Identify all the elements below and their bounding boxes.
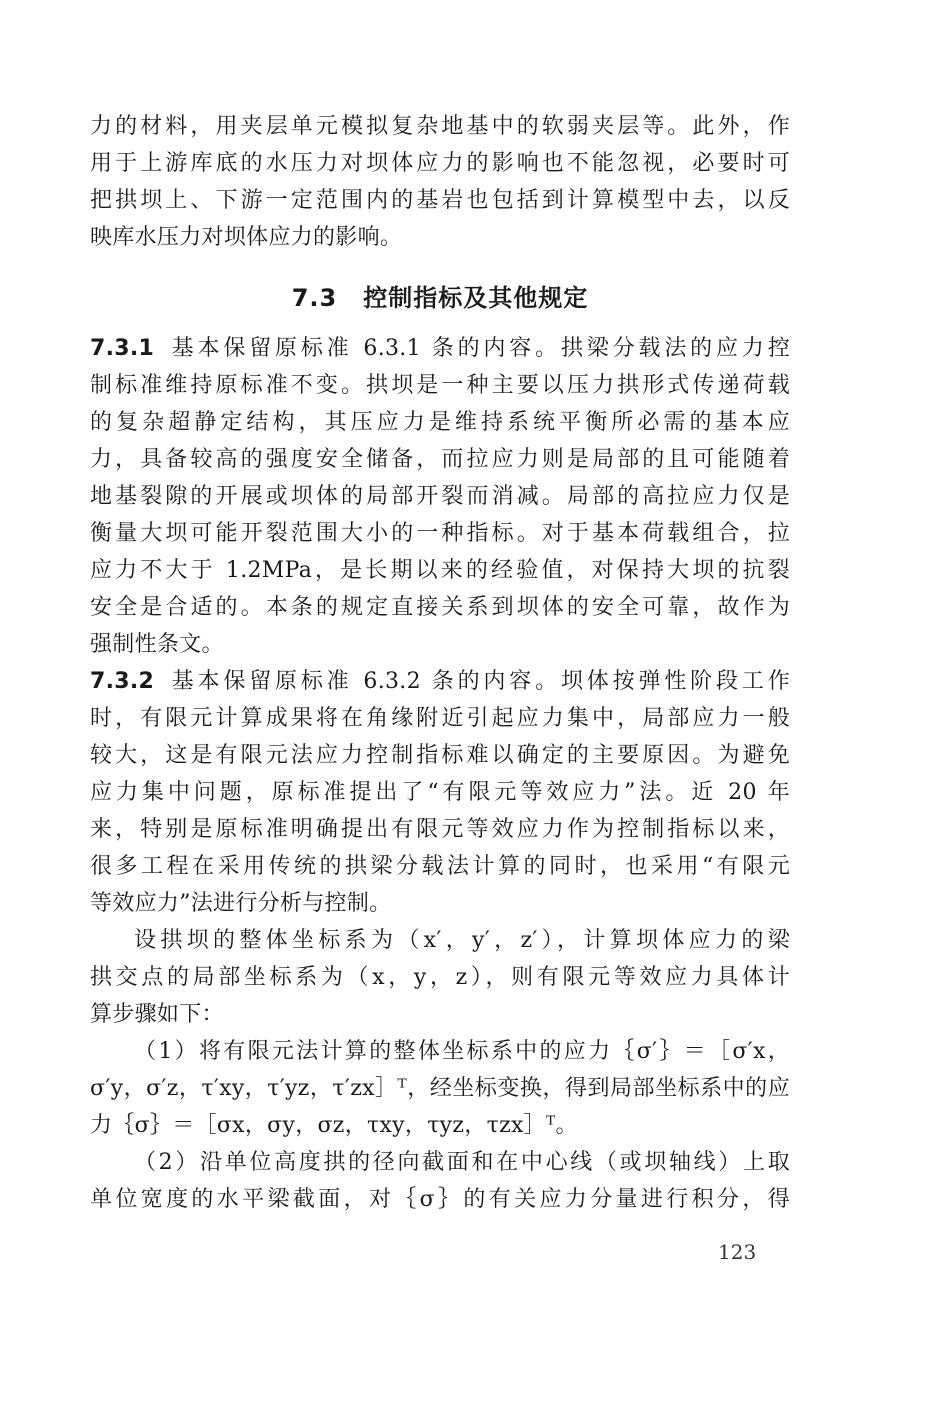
- text-line: 地基裂隙的开展或坝体的局部开裂而消减。局部的高拉应力仅是: [90, 484, 790, 509]
- clause-first-line: 基本保留原标准 6.3.1 条的内容。拱梁分载法的应力控: [168, 336, 790, 361]
- step-2-paragraph: [90, 1144, 790, 1218]
- clause-7-3-2: [90, 663, 790, 922]
- text-line: 算步骤如下：: [90, 1002, 224, 1027]
- coordinate-paragraph: [90, 922, 790, 1033]
- clause-first-line: 基本保留原标准 6.3.2 条的内容。坝体按弹性阶段工作: [168, 669, 790, 694]
- text-line: 的复杂超静定结构，其压应力是维持系统平衡所必需的基本应: [90, 410, 790, 435]
- text-line: （2）沿单位高度拱的径向截面和在中心线（或坝轴线）上取: [134, 1150, 790, 1175]
- clause-number: 7.3.2: [90, 669, 155, 694]
- text-line: 时，有限元计算成果将在角缘附近引起应力集中，局部应力一般: [90, 706, 790, 731]
- text-line: 很多工程在采用传统的拱梁分载法计算的同时，也采用“有限元: [90, 854, 790, 879]
- intro-paragraph: [90, 108, 790, 256]
- text-line: 衡量大坝可能开裂范围大小的一种指标。对于基本荷载组合，拉: [90, 521, 790, 546]
- text-line: 强制性条文。: [90, 632, 224, 657]
- section-title: 控制指标及其他规定: [363, 284, 589, 312]
- text-line: 拱交点的局部坐标系为（x，y，z），则有限元等效应力具体计: [90, 965, 790, 990]
- text-line: 单位宽度的水平梁截面，对｛σ｝的有关应力分量进行积分，得: [90, 1187, 790, 1212]
- text-line: 较大，这是有限元法应力控制指标难以确定的主要原因。为避免: [90, 743, 790, 768]
- text-line: 等效应力”法进行分析与控制。: [90, 891, 392, 916]
- text-line: （1）将有限元法计算的整体坐标系中的应力｛σ′｝＝［σ′x，: [134, 1039, 790, 1064]
- text-line: 力的材料，用夹层单元模拟复杂地基中的软弱夹层等。此外，作: [90, 114, 790, 139]
- text-line: 制标准维持原标准不变。拱坝是一种主要以压力拱形式传递荷载: [90, 373, 790, 398]
- text-line: 力，具备较高的强度安全储备，而拉应力则是局部的且可能随着: [90, 447, 790, 472]
- text-line: 应力不大于 1.2MPa，是长期以来的经验值，对保持大坝的抗裂: [90, 558, 790, 583]
- text-line: 安全是合适的。本条的规定直接关系到坝体的安全可靠，故作为: [90, 595, 790, 620]
- clause-7-3-1: [90, 330, 790, 663]
- text-line: 来，特别是原标准明确提出有限元等效应力作为控制指标以来，: [90, 817, 790, 842]
- text-line: [90, 663, 790, 700]
- clause-number: 7.3.1: [90, 336, 155, 361]
- text-line: 映库水压力对坝体应力的影响。: [90, 225, 403, 250]
- text-line: 设拱坝的整体坐标系为（x′，y′，z′），计算坝体应力的梁: [134, 928, 790, 953]
- page-body: [90, 108, 790, 1218]
- text-line: 用于上游库底的水压力对坝体应力的影响也不能忽视，必要时可: [90, 151, 790, 176]
- text-line: 应力集中问题，原标准提出了“有限元等效应力”法。近 20 年: [90, 780, 790, 805]
- text-line: 把拱坝上、下游一定范围内的基岩也包括到计算模型中去，以反: [90, 188, 790, 213]
- page-number: 123: [718, 1240, 757, 1264]
- text-line: 力｛σ｝＝［σx，σy，σz，τxy，τyz，τzx］ᵀ。: [90, 1113, 578, 1138]
- text-line: σ′y，σ′z，τ′xy，τ′yz，τ′zx］ᵀ，经坐标变换，得到局部坐标系中的应: [90, 1076, 790, 1101]
- text-line: [90, 330, 790, 367]
- section-heading: [90, 278, 790, 318]
- step-1-paragraph: [90, 1033, 790, 1144]
- section-number: 7.3: [291, 284, 338, 312]
